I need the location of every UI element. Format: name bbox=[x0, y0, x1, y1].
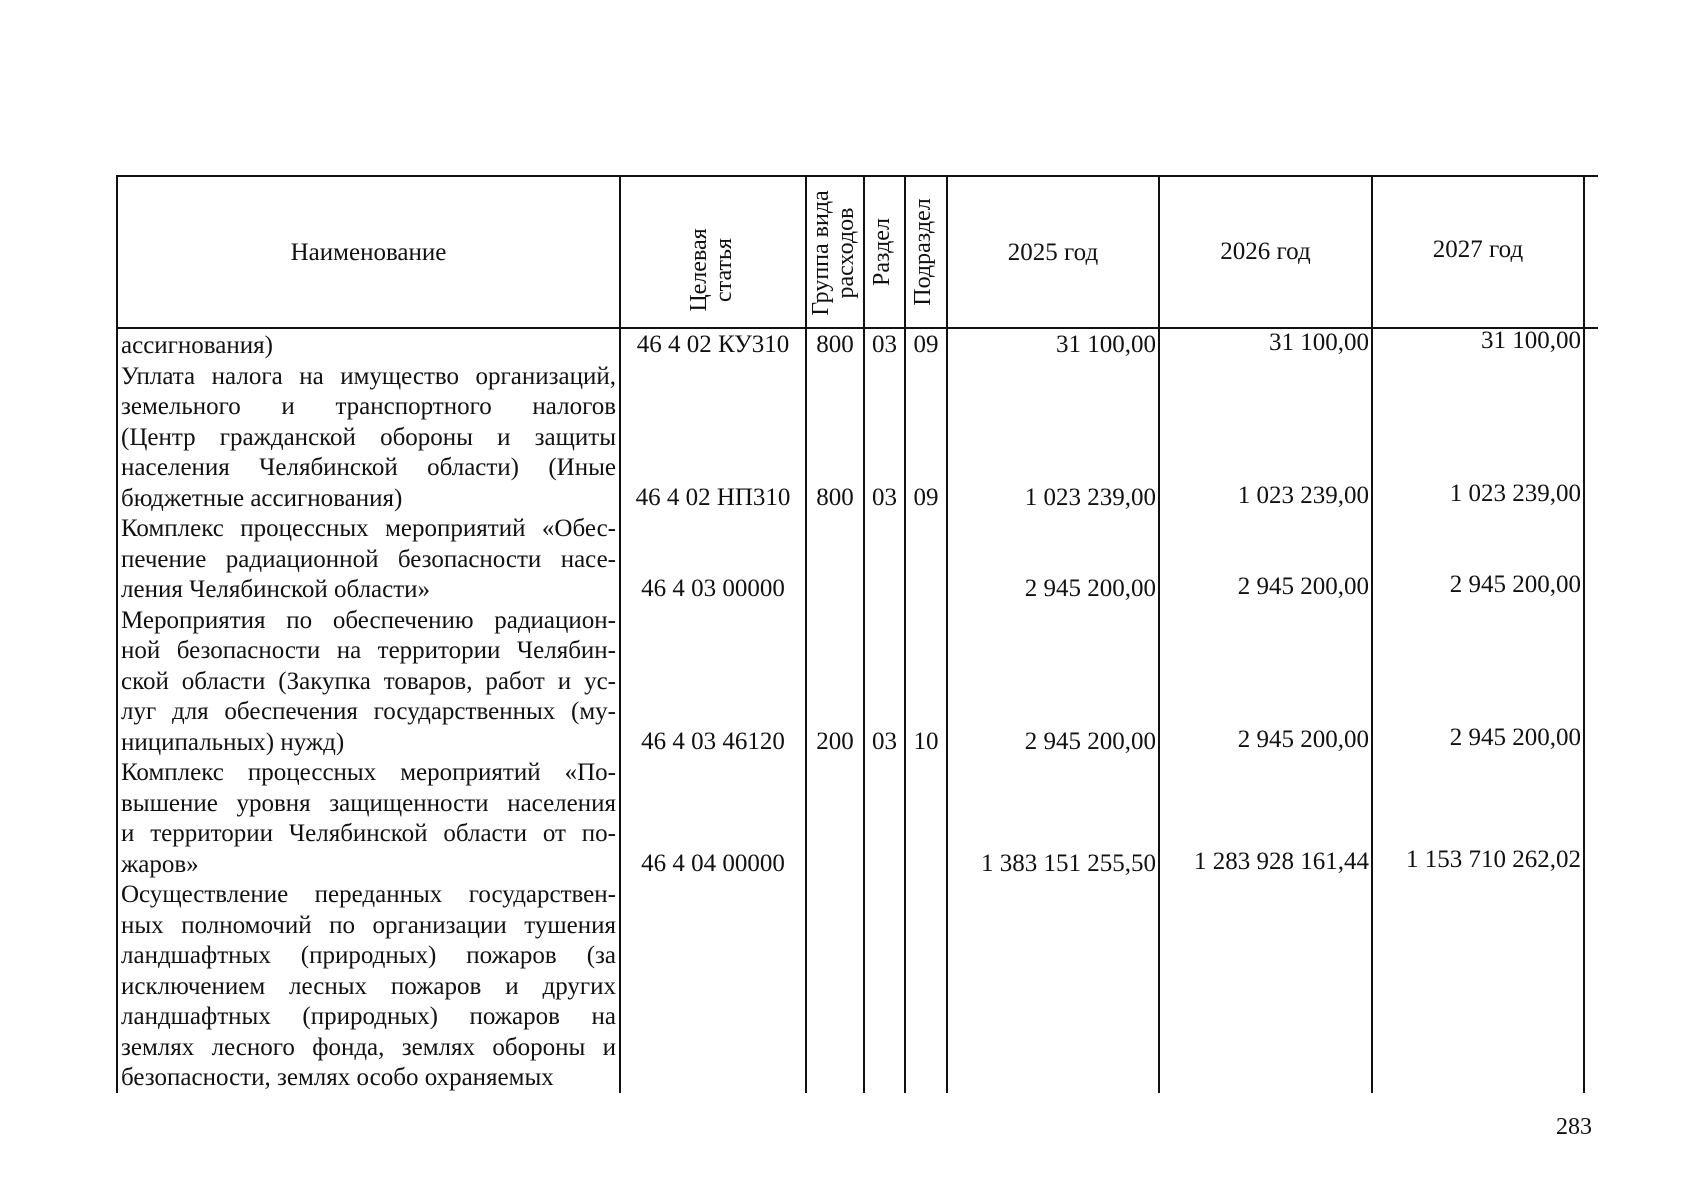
cell-subsection: 09 bbox=[913, 483, 939, 511]
row-name bbox=[121, 606, 616, 759]
cell-section: 03 bbox=[872, 331, 897, 358]
cell-section: 03 bbox=[872, 483, 897, 511]
row-name-line: жаров» bbox=[121, 850, 199, 878]
cell-v2026: 2 945 200,00 bbox=[1237, 725, 1369, 753]
cell-v2026: 2 945 200,00 bbox=[1237, 573, 1369, 600]
row-name-line: ления Челябинской области» bbox=[121, 576, 431, 603]
row-name bbox=[121, 514, 616, 606]
row-name-line: и территории Челябинской области от по- bbox=[121, 820, 616, 847]
cell-v2025: 1 023 239,00 bbox=[1024, 483, 1156, 511]
row-name-line: вышение уровня защищенности населения bbox=[121, 789, 616, 817]
header-expense-group-text: Группа вида расходов bbox=[807, 190, 859, 316]
row-name-line: безопасности, землях особо охраняемых bbox=[121, 1064, 554, 1091]
cell-v2025: 2 945 200,00 bbox=[1024, 575, 1156, 602]
col-border-right bbox=[1583, 175, 1585, 1093]
row-name-line: луг для обеспечения государственных (му- bbox=[121, 698, 616, 725]
row-name-line: ассигнования) bbox=[121, 332, 273, 359]
row-name bbox=[121, 331, 616, 362]
cell-v2025: 1 383 151 255,50 bbox=[981, 849, 1156, 877]
cell-v2025: 2 945 200,00 bbox=[1024, 727, 1156, 755]
cell-v2027: 2 945 200,00 bbox=[1449, 723, 1581, 751]
row-name-line: Уплата налога на имущество организаций, bbox=[121, 362, 616, 390]
row-name-line: печение радиационной безопасности насе- bbox=[121, 545, 616, 573]
header-target-article bbox=[682, 190, 742, 350]
cell-code: 46 4 03 00000 bbox=[641, 575, 785, 602]
row-name-line: Комплекс процессных мероприятий «Обес- bbox=[121, 515, 616, 542]
header-section: Раздел bbox=[869, 218, 895, 286]
cell-group: 200 bbox=[816, 727, 854, 755]
row-name-line: Мероприятия по обеспечению радиацион- bbox=[121, 606, 616, 634]
row-name-line: земельного и транспортного налогов bbox=[121, 393, 616, 420]
col-border-section bbox=[904, 175, 906, 1093]
header-2026: 2026 год bbox=[1220, 237, 1311, 265]
header-2027: 2027 год bbox=[1432, 235, 1524, 263]
row-name-line: ландшафтных (природных) пожаров на bbox=[121, 1003, 616, 1030]
row-name-line: ной безопасности на территории Челябин- bbox=[121, 637, 616, 664]
row-name-line: бюджетные ассигнования) bbox=[121, 484, 403, 512]
row-name bbox=[121, 758, 616, 880]
header-target-article-text: Целевая статья bbox=[685, 228, 737, 312]
row-name bbox=[121, 362, 616, 515]
cell-v2027: 31 100,00 bbox=[1481, 327, 1581, 354]
row-name-line: Комплекс процессных мероприятий «По- bbox=[121, 759, 616, 786]
cell-code: 46 4 02 КУ310 bbox=[636, 331, 790, 358]
row-name-line: исключением лесных пожаров и других bbox=[121, 972, 616, 1000]
cell-subsection: 09 bbox=[913, 331, 939, 358]
cell-subsection: 10 bbox=[913, 727, 939, 755]
cell-code: 46 4 03 46120 bbox=[641, 727, 785, 755]
col-border-group bbox=[863, 175, 865, 1093]
cell-v2026: 1 283 928 161,44 bbox=[1194, 847, 1369, 875]
cell-v2027: 2 945 200,00 bbox=[1449, 571, 1581, 598]
cell-code: 46 4 02 НП310 bbox=[635, 483, 791, 511]
row-name-line: ниципальных) нужд) bbox=[121, 728, 345, 756]
row-name bbox=[121, 880, 616, 1094]
cell-v2027: 1 023 239,00 bbox=[1449, 479, 1581, 507]
cell-v2025: 31 100,00 bbox=[1056, 331, 1156, 358]
cell-section: 03 bbox=[872, 727, 897, 755]
row-name-line: землях лесного фонда, землях обороны и bbox=[121, 1033, 616, 1061]
cell-group: 800 bbox=[816, 331, 854, 358]
col-border-name bbox=[619, 175, 621, 1093]
cell-v2027: 1 153 710 262,02 bbox=[1406, 845, 1581, 873]
row-name-line: Осуществление переданных государствен- bbox=[121, 881, 616, 908]
cell-group: 800 bbox=[816, 483, 854, 511]
header-subsection: Подраздел bbox=[910, 198, 936, 306]
row-name-line: ных полномочий по организации тушения bbox=[121, 911, 616, 939]
header-2025: 2025 год bbox=[1007, 238, 1099, 266]
header-expense-group bbox=[806, 177, 862, 329]
cell-v2026: 1 023 239,00 bbox=[1237, 481, 1369, 509]
cell-code: 46 4 04 00000 bbox=[641, 849, 785, 877]
row-name-line: населения Челябинской области) (Иные bbox=[121, 454, 616, 481]
row-name-line: ландшафтных (природных) пожаров (за bbox=[121, 942, 616, 969]
page-number: 283 bbox=[1556, 1114, 1592, 1140]
header-name: Наименование bbox=[290, 238, 447, 266]
row-name-line: (Центр гражданской обороны и защиты bbox=[121, 423, 616, 451]
row-name-line: ской области (Закупка товаров, работ и ус- bbox=[121, 667, 616, 695]
cell-v2026: 31 100,00 bbox=[1269, 329, 1369, 356]
